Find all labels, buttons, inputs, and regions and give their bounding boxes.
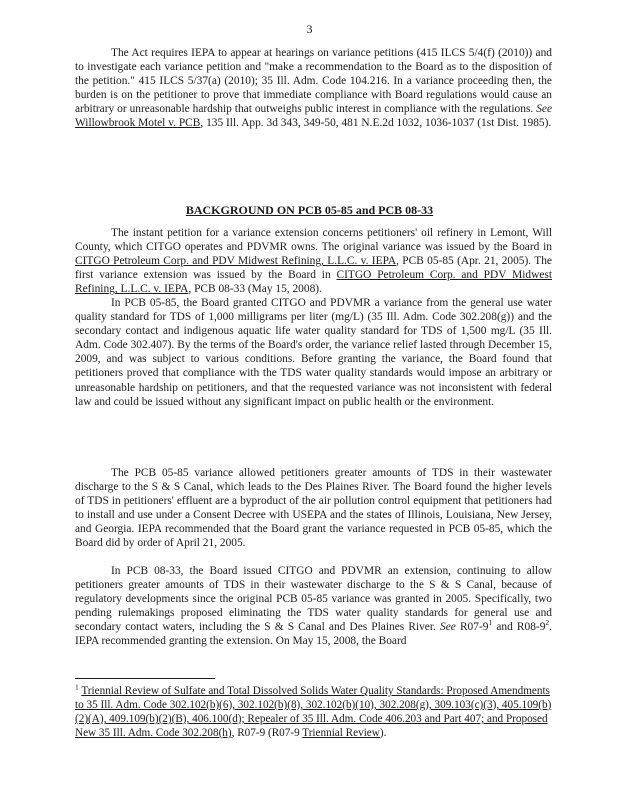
case-citation: CITGO Petroleum Corp. and PDV Midwest Refining, L.L.C. v. IEPA xyxy=(75,255,397,268)
paragraph-pcb-05-85-tds: The PCB 05-85 variance allowed petitioners greater amounts of TDS in their wastewater discharge to the S & S Canal, which leads to the Des Plaines River. The Board found the higher levels of TDS in petitioners' effluent are a byproduct of the air pollution control equipment that petitioners had to install and use under a Consent Decree with USEPA and the states of Illinois, Louisiana, New Jersey, and Georgia. IEPA recommended that the Board grant the variance requested in PCB 05-85, which the Board did by order of April 21, 2005. xyxy=(75,467,552,550)
rulemaking-ref: R07-9 xyxy=(455,621,489,634)
footnote-ref-title: Triennial Review xyxy=(302,727,380,739)
footnote-divider xyxy=(75,678,215,679)
paragraph-text: The instant petition for a variance extension concerns petitioners' oil refinery in Lemont, Will County, which CITGO operates and PDVMR owns. The original variance was issued by the Board in xyxy=(75,227,552,254)
footnote-text: ). xyxy=(379,727,387,739)
paragraph-text: , 135 Ill. App. 3d 343, 349-50, 481 N.E.2d 1032, 1036-1037 (1st Dist. 1985). xyxy=(200,117,552,130)
case-citation: CITGO Petroleum Corp. and PDV Midwest Refining, L.L.C. v. IEPA xyxy=(75,269,552,296)
footnote-ref: 2 xyxy=(545,618,550,628)
footnote-title: Triennial Review of Sulfate and Total Dissolved Solids Water Quality Standards: Proposed Amendments to 35 Ill. Adm. Code 302.102(b)(6), 302.102(b)(8), 302.102(b)(10), 302.208(g), 309.103(c)(3), 405.109(b)(2)(A), 409.109(b)(2)(B), 406.100(d); Repealer of 35 Ill. Adm. Code 406.203 and Part 407; and Proposed New 35 Ill. Adm. Code 302.208(h) xyxy=(75,685,552,739)
paragraph-iepa-role xyxy=(75,46,552,131)
footnote-ref: 1 xyxy=(488,618,493,628)
paragraph-text: In PCB 08-33, the Board issued CITGO and PDVMR an extension, continuing to allow petitioners greater amounts of TDS in their wastewater discharge to the S & S Canal, because of regulatory developments since the original PCB 05-85 variance was granted in 2005. Specifically, two pending rulemakings proposed eliminating the TDS water quality standards for general use and secondary contact waters, including the S & S Canal and Des Plaines River. xyxy=(75,565,552,634)
rulemaking-ref: and R08-9 xyxy=(492,621,546,634)
signal-see: See xyxy=(440,621,456,634)
paragraph-instant-petition xyxy=(75,226,552,296)
paragraph-text: , PCB 08-33 (May 15, 2008). xyxy=(188,283,322,296)
case-citation: Willowbrook Motel v. PCB xyxy=(75,117,201,130)
paragraph-pcb-08-33 xyxy=(75,564,552,649)
section-heading: BACKGROUND ON PCB 05-85 and PCB 08-33 xyxy=(185,203,434,217)
paragraph-text: . IEPA recommended granting the extension. On May 15, 2008, the Board xyxy=(75,621,553,648)
page-number: 3 xyxy=(306,22,313,36)
paragraph-text: , PCB 05-85 (Apr. 21, 2005). The first variance extension was issued by the Board in xyxy=(75,255,552,282)
footnote xyxy=(75,684,555,740)
signal-see: See xyxy=(536,103,552,116)
footnote-text: , R07-9 (R07-9 xyxy=(231,727,303,739)
paragraph-pcb-05-85-grant: In PCB 05-85, the Board granted CITGO and PDVMR a variance from the general use water quality standard for TDS of 1,000 milligrams per liter (mg/L) (35 Ill. Adm. Code 302.208(g)) and the secondary contact and indigenous aquatic life water quality standard for TDS of 1,500 mg/L (35 Ill. Adm. Code 302.407). By the terms of the Board's order, the variance relief lasted through December 15, 2009, and was subject to various conditions. Before granting the variance, the Board found that petitioners proved that compliance with the TDS water quality standards would impose an arbitrary or unreasonable hardship on petitioners, and that the requested variance was not inconsistent with federal law and could be issued without any significant impact on public health or the environment. xyxy=(75,297,552,408)
footnote-marker: 1 xyxy=(75,682,79,692)
paragraph-text: The Act requires IEPA to appear at hearings on variance petitions (415 ILCS 5/4(f) (2010)) and to investigate each variance petition and "make a recommendation to the Board as to the disposition of the petition." 415 ILCS 5/37(a) (2010); 35 Ill. Adm. Code 104.216. In a variance proceeding then, the burden is on the petitioner to prove that immediate compliance with Board regulations would cause an arbitrary or unreasonable hardship that outweighs public interest in compliance with the regulations. xyxy=(75,47,552,116)
